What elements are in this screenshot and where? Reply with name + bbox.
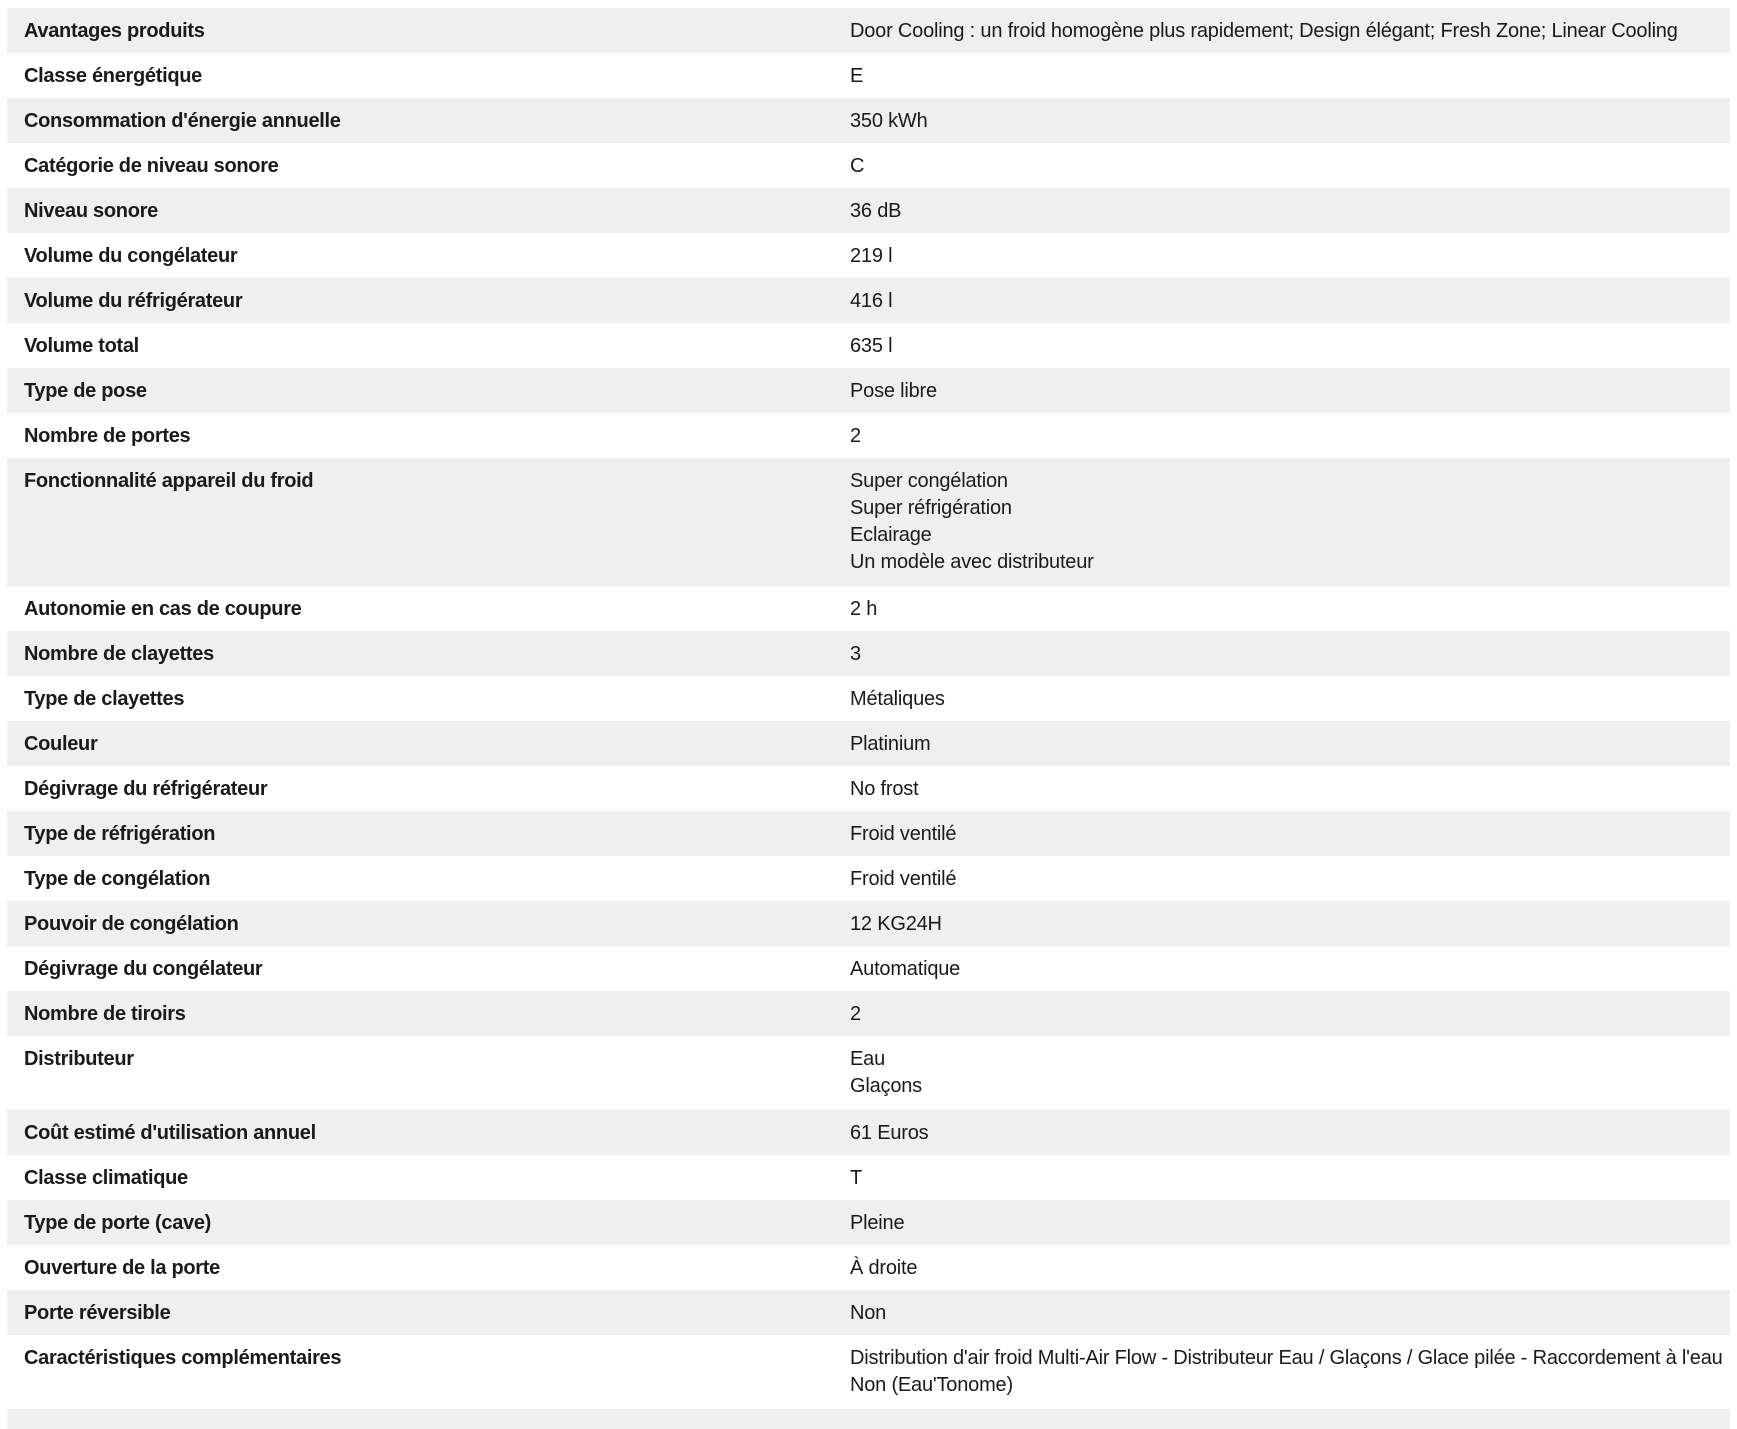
spec-label: Catégorie de niveau sonore	[24, 155, 279, 177]
spec-value: 416 l	[850, 290, 893, 312]
spec-row-pouvoir-congelation	[7, 901, 1730, 946]
spec-label: Coût estimé d'utilisation annuel	[24, 1122, 316, 1144]
spec-label: Volume total	[24, 335, 139, 357]
spec-value: 2 h	[850, 598, 878, 620]
spec-label: Volume du congélateur	[24, 245, 238, 267]
spec-label: Nombre de clayettes	[24, 643, 214, 665]
spec-row-autonomie-coupure	[7, 586, 1730, 631]
spec-row-categorie-niveau-sonore	[7, 143, 1730, 188]
spec-label: Nombre de tiroirs	[24, 1003, 186, 1025]
spec-row-nombre-clayettes	[7, 631, 1730, 676]
spec-row-nombre-tiroirs	[7, 991, 1730, 1036]
spec-row-niveau-sonore	[7, 188, 1730, 233]
spec-label: Dégivrage du réfrigérateur	[24, 778, 268, 800]
spec-row-porte-reversible	[7, 1290, 1730, 1335]
spec-value: 2	[850, 425, 861, 447]
spec-value: E	[850, 65, 864, 87]
spec-label: Consommation d'énergie annuelle	[24, 110, 341, 132]
spec-label: Porte réversible	[24, 1302, 171, 1324]
spec-row-type-porte-cave	[7, 1200, 1730, 1245]
spec-label: Type de réfrigération	[24, 823, 216, 845]
spec-value: 2	[850, 1003, 861, 1025]
spec-label: Type de clayettes	[24, 688, 185, 710]
spec-label: Caractéristiques complémentaires	[24, 1347, 342, 1369]
spec-value: C	[850, 155, 865, 177]
spec-value: Froid ventilé	[850, 823, 957, 845]
spec-value: Platinium	[850, 733, 931, 755]
spec-row-cout-estime	[7, 1110, 1730, 1155]
spec-value: 350 kWh	[850, 110, 928, 132]
spec-value: 635 l	[850, 335, 893, 357]
spec-label: Classe énergétique	[24, 65, 203, 87]
spec-label: Avantages produits	[24, 20, 205, 42]
spec-label: Ouverture de la porte	[24, 1257, 220, 1279]
spec-value: 219 l	[850, 245, 893, 267]
spec-row-type-congelation	[7, 856, 1730, 901]
spec-label: Type de porte (cave)	[24, 1212, 212, 1234]
spec-row-classe-climatique	[7, 1155, 1730, 1200]
spec-row-ouverture-porte	[7, 1245, 1730, 1290]
spec-row-type-de-pose	[7, 368, 1730, 413]
spec-value: Non	[850, 1302, 887, 1324]
spec-row-caracteristiques-complementaires	[7, 1335, 1730, 1409]
spec-value: No frost	[850, 778, 919, 800]
spec-row-fonctionnalite-froid	[7, 458, 1730, 586]
spec-value: Door Cooling : un froid homogène plus rapidement; Design élégant; Fresh Zone; Linear Cooling	[850, 20, 1678, 42]
spec-value: Automatique	[850, 958, 961, 980]
spec-label: Type de congélation	[24, 868, 211, 890]
spec-value: Distribution d'air froid Multi-Air Flow - Distributeur Eau / Glaçons / Glace pilée - Raccordement à l'eau Non (Eau'Tonome)	[850, 1347, 1723, 1396]
spec-value: Pose libre	[850, 380, 937, 402]
spec-label: Autonomie en cas de coupure	[24, 598, 302, 620]
spec-value: 12 KG24H	[850, 913, 942, 935]
spec-value: Super congélation Super réfrigération Eclairage Un modèle avec distributeur	[850, 470, 1094, 573]
spec-label: Couleur	[24, 733, 98, 755]
spec-table	[7, 8, 1730, 1429]
spec-value: Pleine	[850, 1212, 905, 1234]
spec-label: Niveau sonore	[24, 200, 158, 222]
spec-row-nombre-de-portes	[7, 413, 1730, 458]
spec-label: Dégivrage du congélateur	[24, 958, 263, 980]
spec-row-degivrage-congelateur	[7, 946, 1730, 991]
spec-value: 36 dB	[850, 200, 902, 222]
spec-value: 61 Euros	[850, 1122, 929, 1144]
spec-label: Nombre de portes	[24, 425, 191, 447]
spec-row-type-refrigeration	[7, 811, 1730, 856]
spec-row-classe-energetique	[7, 53, 1730, 98]
spec-value: T	[850, 1167, 863, 1189]
spec-row-type-clayettes	[7, 676, 1730, 721]
spec-label: Distributeur	[24, 1048, 134, 1070]
spec-row-couleur	[7, 721, 1730, 766]
spec-row-partial	[7, 1409, 1730, 1429]
spec-value: 3	[850, 643, 861, 665]
spec-row-avantages-produits	[7, 8, 1730, 53]
spec-value: Métaliques	[850, 688, 945, 710]
spec-row-consommation-energie	[7, 98, 1730, 143]
spec-value: Froid ventilé	[850, 868, 957, 890]
spec-row-volume-congelateur	[7, 233, 1730, 278]
spec-label: Classe climatique	[24, 1167, 188, 1189]
spec-label: Fonctionnalité appareil du froid	[24, 470, 314, 492]
spec-value: Eau Glaçons	[850, 1048, 922, 1097]
spec-row-degivrage-refrigerateur	[7, 766, 1730, 811]
spec-label: Type de pose	[24, 380, 147, 402]
spec-row-volume-total	[7, 323, 1730, 368]
spec-row-volume-refrigerateur	[7, 278, 1730, 323]
spec-value: À droite	[850, 1257, 918, 1279]
spec-label: Volume du réfrigérateur	[24, 290, 243, 312]
spec-label: Pouvoir de congélation	[24, 913, 239, 935]
spec-row-distributeur	[7, 1036, 1730, 1110]
